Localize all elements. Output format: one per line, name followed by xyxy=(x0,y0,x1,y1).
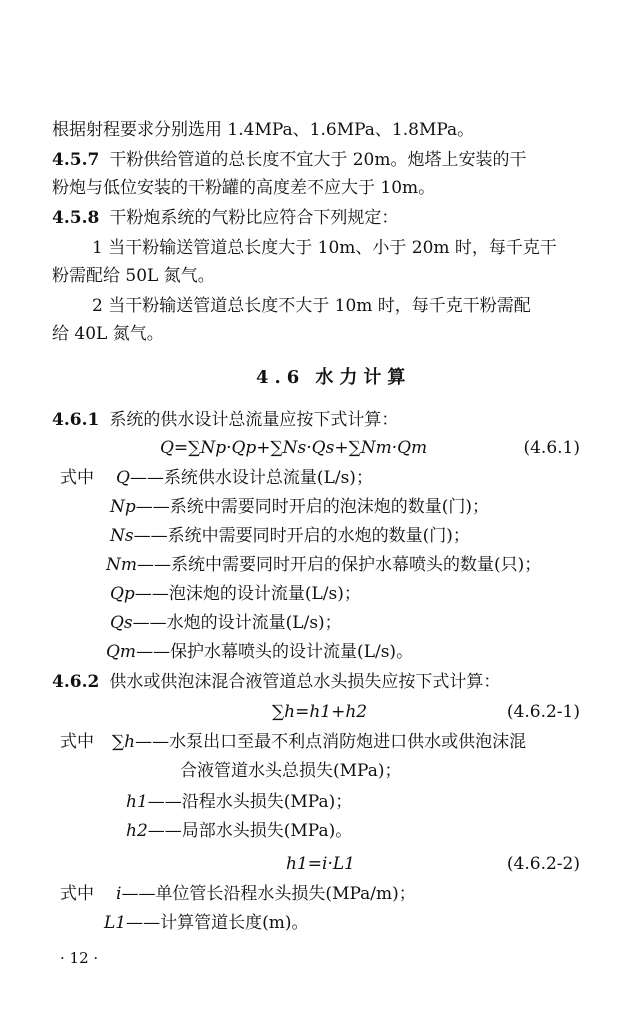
def-Q: Q——系统供水设计总流量(L/s)； xyxy=(116,468,373,488)
item-2: 2 当干粉输送管道总长度不大于 10m 时，每千克干粉需配 xyxy=(92,296,531,316)
item-1: 1 当干粉输送管道总长度大于 10m、小于 20m 时，每千克干 xyxy=(92,238,557,258)
clause-number: 4.6.2 xyxy=(52,672,100,692)
def-sum-h-line2: 合液管道水头总损失(MPa)； xyxy=(180,761,402,781)
def-sum-h: ∑h——水泵出口至最不利点消防炮进口供水或供泡沫混 xyxy=(112,732,527,752)
item-2-line2: 给 40L 氮气。 xyxy=(52,324,164,344)
def-Qs: Qs——水炮的设计流量(L/s)； xyxy=(110,613,342,633)
where-label: 式中 xyxy=(60,884,94,904)
clause-4-6-2: 4.6.2 供水或供泡沫混合液管道总水头损失应按下式计算： xyxy=(52,672,501,692)
item-1-line2: 粉需配给 50L 氮气。 xyxy=(52,266,215,286)
equation-4-6-1: Q=∑Np·Qp+∑Ns·Qs+∑Nm·Qm (4.6.1) xyxy=(160,438,580,458)
def-Np: Np——系统中需要同时开启的泡沫炮的数量(门)； xyxy=(110,497,490,517)
where-label: 式中 xyxy=(60,468,94,488)
clause-4-5-8: 4.5.8 干粉炮系统的气粉比应符合下列规定： xyxy=(52,208,399,228)
clause-number: 4.6.1 xyxy=(52,410,100,430)
equation-4-6-2-1: ∑h=h1+h2 (4.6.2-1) xyxy=(272,702,580,722)
def-i: i——单位管长沿程水头损失(MPa/m)； xyxy=(116,884,416,904)
clause-4-5-7-line2: 粉炮与低位安装的干粉罐的高度差不应大于 10m。 xyxy=(52,178,436,198)
def-L1: L1——计算管道长度(m)。 xyxy=(104,913,309,933)
clause-4-6-1: 4.6.1 系统的供水设计总流量应按下式计算： xyxy=(52,410,399,430)
equation-4-6-2-2: h1=i·L1 (4.6.2-2) xyxy=(286,854,580,874)
paragraph-continuation: 根据射程要求分别选用 1.4MPa、1.6MPa、1.8MPa。 xyxy=(52,120,475,140)
page-number: · 12 · xyxy=(60,949,99,967)
def-Ns: Ns——系统中需要同时开启的水炮的数量(门)； xyxy=(110,526,470,546)
def-Nm: Nm——系统中需要同时开启的保护水幕喷头的数量(只)； xyxy=(106,555,542,575)
section-heading: 4.6 水力计算 xyxy=(256,367,412,388)
def-Qp: Qp——泡沫炮的设计流量(L/s)； xyxy=(110,584,361,604)
where-label: 式中 xyxy=(60,732,94,752)
def-h1: h1——沿程水头损失(MPa)； xyxy=(126,792,353,812)
def-Qm: Qm——保护水幕喷头的设计流量(L/s)。 xyxy=(106,642,414,662)
def-h2: h2——局部水头损失(MPa)。 xyxy=(126,821,353,841)
clause-number: 4.5.8 xyxy=(52,208,100,228)
clause-number: 4.5.7 xyxy=(52,150,100,170)
clause-4-5-7: 4.5.7 干粉供给管道的总长度不宜大于 20m。炮塔上安装的干 xyxy=(52,150,527,170)
